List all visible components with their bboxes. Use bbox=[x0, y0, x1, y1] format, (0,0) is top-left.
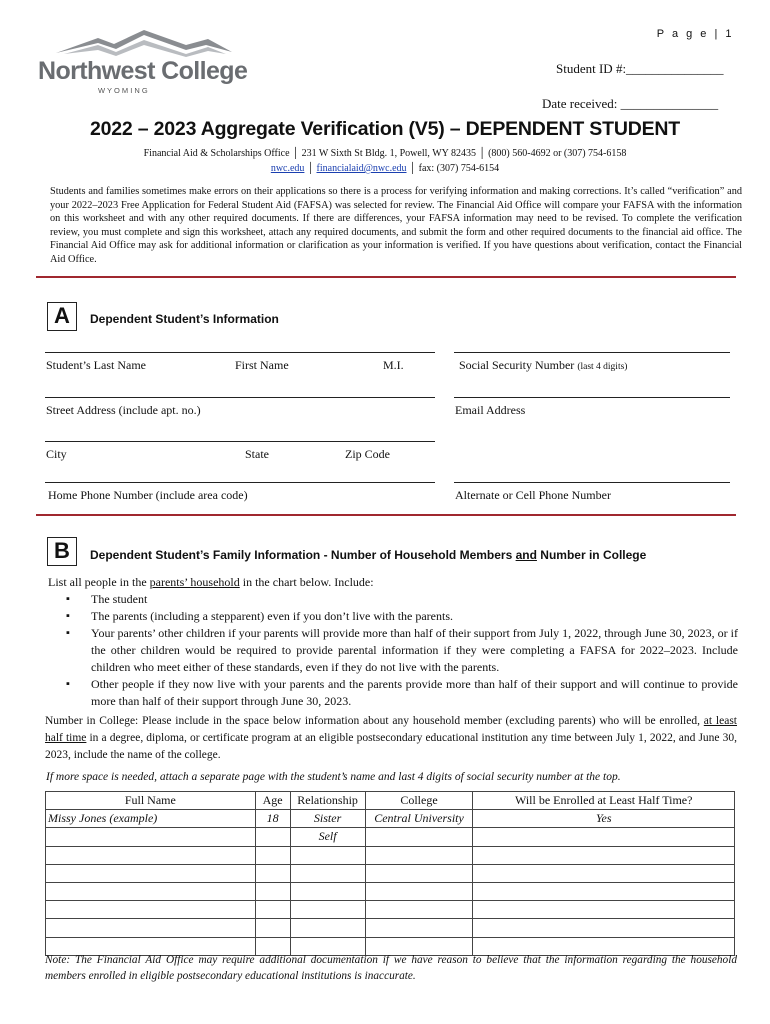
col-header-half-time: Will be Enrolled at Least Half Time? bbox=[473, 792, 735, 810]
date-received-field[interactable]: Date received: _______________ bbox=[542, 96, 719, 111]
household-table bbox=[45, 791, 735, 956]
section-a-letter: A bbox=[47, 302, 77, 331]
list-item: ▪ The parents (including a stepparent) even if you don’t live with the parents. bbox=[66, 608, 738, 625]
website-link[interactable]: nwc.edu bbox=[270, 163, 305, 174]
email-link[interactable]: financialaid@nwc.edu bbox=[316, 163, 407, 174]
section-b-letter: B bbox=[47, 537, 77, 566]
table-cell: Yes bbox=[473, 810, 735, 828]
city-line[interactable] bbox=[45, 441, 435, 442]
home-phone-label: Home Phone Number (include area code) bbox=[48, 488, 248, 502]
table-cell[interactable] bbox=[365, 882, 473, 900]
table-cell: Sister bbox=[290, 810, 365, 828]
state-label: State bbox=[245, 447, 269, 461]
table-row[interactable] bbox=[46, 882, 735, 900]
email-label: Email Address bbox=[455, 403, 526, 417]
table-cell[interactable] bbox=[46, 828, 256, 846]
table-cell[interactable] bbox=[255, 901, 290, 919]
number-in-college-text: Number in College: Please include in the space below information about any household member (excluding parents) who will be enrolled, at least half time in a degree, diploma, or certificate program at an eligible postsecondary educational institution any time between July 1, 2022, and June 30, 2023, include the name of the college. bbox=[45, 715, 738, 761]
table-cell: 18 bbox=[255, 810, 290, 828]
list-intro: List all people in the parents’ household in the chart below. Include: bbox=[48, 575, 374, 589]
table-cell[interactable] bbox=[365, 901, 473, 919]
alt-phone-label: Alternate or Cell Phone Number bbox=[455, 488, 611, 502]
more-space-note: If more space is needed, attach a separate page with the student’s name and last 4 digits of social security number at the top. bbox=[46, 771, 621, 783]
page-title: 2022 – 2023 Aggregate Verification (V5) – DEPENDENT STUDENT bbox=[89, 118, 680, 140]
table-cell[interactable] bbox=[473, 846, 735, 864]
table-cell[interactable] bbox=[473, 828, 735, 846]
mountain-logo-icon bbox=[36, 26, 251, 96]
table-row[interactable] bbox=[46, 919, 735, 937]
col-header-age: Age bbox=[255, 792, 290, 810]
table-cell: Missy Jones (example) bbox=[46, 810, 256, 828]
table-cell[interactable] bbox=[46, 846, 256, 864]
svg-text:W Y O M I N G: W Y O M I N G bbox=[98, 86, 148, 95]
list-item: ▪ Your parents’ other children if your parents will provide more than half of their support from July 1, 2022, through June 30, 2023, or if the other children would be required to provide parental information if they were completing a FAFSA for 2022–2023. Include children who meet either of these standards, even if they do not live with the parents. bbox=[66, 625, 738, 676]
table-cell[interactable] bbox=[255, 828, 290, 846]
street-label: Street Address (include apt. no.) bbox=[46, 403, 201, 417]
table-row[interactable] bbox=[46, 864, 735, 882]
office-phone: (800) 560-4692 or (307) 754-6158 bbox=[488, 148, 627, 159]
table-cell[interactable] bbox=[46, 919, 256, 937]
table-cell[interactable] bbox=[365, 846, 473, 864]
intro-paragraph: Students and families sometimes make errors on their applications so there is a process for verifying information and making corrections. It’s called “verification” and your 2022–2023 Free Application for Federal Student Aid (FAFSA) was selected for review. The Financial Aid Office will compare your FAFSA with the information on this worksheet and with any other required documents. If there are differences, your FAFSA information may need to be revised. To complete the verification review, you must complete and sign this worksheet, attach any required documents, and submit the form and other required documents to the financial aid office. The Financial Aid Office may ask for additional information or clarification as your information is verified. If you have questions about verification, contact the Financial Aid Office. bbox=[50, 186, 742, 265]
table-cell[interactable] bbox=[473, 882, 735, 900]
list-item: ▪ The student bbox=[66, 591, 738, 608]
col-header-college: College bbox=[365, 792, 473, 810]
contact-line-2: nwc.edu │ financialaid@nwc.edu │ fax: (307) 754-6154 bbox=[270, 163, 500, 174]
email-line[interactable] bbox=[454, 397, 730, 398]
table-cell[interactable] bbox=[290, 864, 365, 882]
table-cell[interactable] bbox=[290, 919, 365, 937]
table-cell[interactable] bbox=[473, 864, 735, 882]
table-cell[interactable] bbox=[473, 919, 735, 937]
table-cell[interactable] bbox=[365, 919, 473, 937]
section-divider bbox=[36, 276, 736, 278]
name-line[interactable] bbox=[45, 352, 435, 353]
office-fax: fax: (307) 754-6154 bbox=[418, 163, 500, 174]
table-row[interactable] bbox=[46, 901, 735, 919]
section-divider bbox=[36, 514, 736, 516]
home-phone-line[interactable] bbox=[45, 482, 435, 483]
last-name-label: Student’s Last Name bbox=[46, 358, 146, 372]
table-header-row bbox=[46, 792, 735, 810]
table-cell[interactable] bbox=[46, 901, 256, 919]
table-row[interactable] bbox=[46, 828, 735, 846]
svg-text:Northwest College: Northwest College bbox=[38, 57, 248, 85]
first-name-label: First Name bbox=[235, 358, 289, 372]
office-address: 231 W Sixth St Bldg. 1, Powell, WY 82435 bbox=[301, 148, 476, 159]
household-list bbox=[66, 591, 738, 710]
college-logo bbox=[36, 26, 251, 96]
table-cell[interactable] bbox=[290, 846, 365, 864]
col-header-relationship: Relationship bbox=[290, 792, 365, 810]
city-label: City bbox=[46, 447, 67, 461]
table-cell[interactable] bbox=[255, 882, 290, 900]
section-a-heading: Dependent Student’s Information bbox=[90, 312, 279, 326]
footer-note: Note: The Financial Aid Office may require additional documentation if we have reason to believe that the information regarding the household members enrolled in eligible postsecondary educational institutions is inaccurate. bbox=[45, 954, 737, 982]
page-number: P a g e | 1 bbox=[656, 28, 734, 40]
table-row bbox=[46, 810, 735, 828]
table-cell[interactable] bbox=[46, 864, 256, 882]
table-cell[interactable] bbox=[473, 901, 735, 919]
household-instructions bbox=[48, 574, 738, 710]
student-id-field[interactable]: Student ID #:_______________ bbox=[556, 61, 724, 76]
table-cell[interactable] bbox=[290, 901, 365, 919]
table-cell[interactable] bbox=[255, 864, 290, 882]
ssn-label: Social Security Number (last 4 digits) bbox=[459, 358, 628, 372]
table-cell[interactable] bbox=[255, 846, 290, 864]
table-cell[interactable] bbox=[365, 828, 473, 846]
list-item: ▪ Other people if they now live with your parents and the parents provide more than half of their support and will continue to provide more than half of their support through June 30, 2023. bbox=[66, 676, 738, 710]
table-cell[interactable] bbox=[290, 882, 365, 900]
table-cell[interactable] bbox=[255, 919, 290, 937]
table-row[interactable] bbox=[46, 846, 735, 864]
alt-phone-line[interactable] bbox=[454, 482, 730, 483]
table-cell: Central University bbox=[365, 810, 473, 828]
office-name: Financial Aid & Scholarships Office bbox=[143, 148, 290, 159]
zip-label: Zip Code bbox=[345, 447, 390, 461]
mi-label: M.I. bbox=[383, 358, 404, 372]
street-line[interactable] bbox=[45, 397, 435, 398]
section-b-heading: Dependent Student’s Family Information - Number of Household Members and Number in College bbox=[90, 548, 647, 562]
table-cell[interactable] bbox=[46, 882, 256, 900]
table-cell[interactable] bbox=[365, 864, 473, 882]
contact-line-1: Financial Aid & Scholarships Office │ 231 W Sixth St Bldg. 1, Powell, WY 82435 │ (800) 560-4692 or (307) 754-6158 bbox=[143, 148, 627, 159]
col-header-full-name: Full Name bbox=[46, 792, 256, 810]
table-cell[interactable]: Self bbox=[290, 828, 365, 846]
ssn-line[interactable] bbox=[454, 352, 730, 353]
